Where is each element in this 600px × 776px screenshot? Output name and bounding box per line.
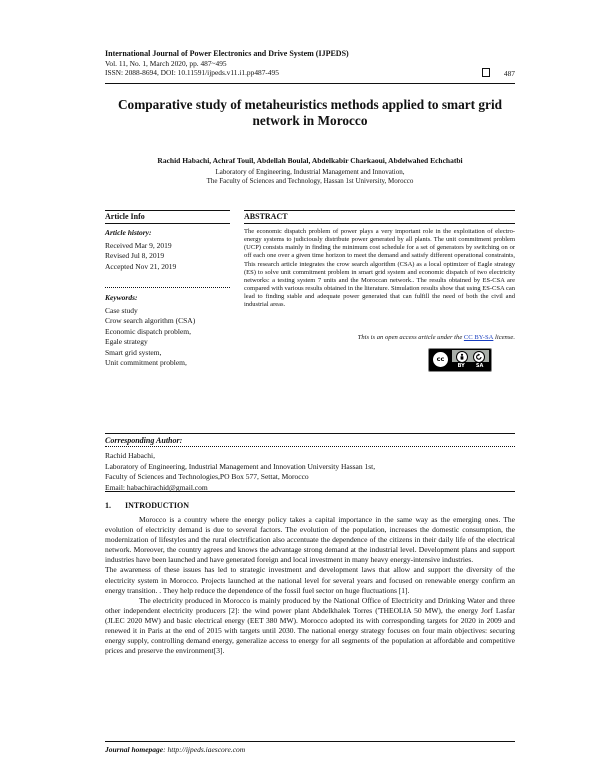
history-received: Received Mar 9, 2019 <box>105 241 172 250</box>
section-title: INTRODUCTION <box>125 501 190 510</box>
introduction-body <box>105 515 515 656</box>
page-icon <box>482 68 490 77</box>
history-revised: Revised Jul 8, 2019 <box>105 251 165 261</box>
corresponding-email[interactable]: Email: habachirachid@gmail.com <box>105 482 208 492</box>
article-info-top-rule <box>105 210 230 211</box>
cc-icon-strip <box>452 350 489 362</box>
body-paragraph: Morocco is a country where the energy policy takes a capital importance in the same way as the emerging ones. The evolution of electricity demand is due to several factors. The evolution of the population, increases the domestic consumption, the modernization of lifestyles and the rural electrification also accentuate the dependence of the citizens in their daily life of the electrical network. Moreover, the country agrees and knows the advantage strong demand at the industrial level. Development plans and support industries have been launched and have generated foreign and local investment in many heavy energy-intensive industries. <box>105 515 515 565</box>
volume-line: Vol. 11, No. 1, March 2020, pp. 487~495 <box>105 58 227 68</box>
history-heading: Article history: <box>105 228 152 237</box>
body-paragraph: The awareness of these issues has led to strategic investment and development laws that allow and support the diversity of the electricity system in Morocco. Projects launched at the national level for several years and focused on renewable energy confirm an energy transition. . They help reduce the dependence of the fossil fuel sector on huge fluctuations [1]. <box>105 565 515 595</box>
footer-url[interactable]: http://ijpeds.iaescore.com <box>167 745 246 754</box>
keyword-item: Economic dispatch problem, <box>105 326 192 336</box>
info-bottom-rule <box>105 433 515 434</box>
corresponding-address: Faculty of Sciences and Technologies,PO Box 577, Settat, Morocco <box>105 472 309 481</box>
history-accepted: Accepted Nov 21, 2019 <box>105 261 177 271</box>
abstract-text: The economic dispatch problem of power plays a very important role in the exploitation of electro-energy systems to judiciously distribute power generated by all plants. The unit commitment problem (UCP) consists mainly in finding the minimum cost schedule for a set of generators by switching on or off each one over a given time horizon to meet the demand and satisfy different operational constraints, This research article integrates the crow search algorithm (CSA) as a local optimizer of Eagle strategy (ES) to solve unit commitment problem in smart grid system and economic dispatch of two electricity networks: a testing system 7 units and the Moroccan network.. The results obtained by ES-CSA are compared with various results obtained in the literature. Simulation results show that using ES-CSA can lead to finding stable and adequate power generated that can fulfill the need of both the civil and industrial areas. <box>244 228 515 309</box>
keywords-heading: Keywords: <box>105 293 138 302</box>
corresponding-rule <box>105 446 515 447</box>
keywords-section <box>105 293 230 368</box>
keyword-item: Egale strategy <box>105 337 148 347</box>
corresponding-author <box>105 451 515 493</box>
corresponding-heading: Corresponding Author: <box>105 436 183 445</box>
footer-label: Journal homepage <box>105 745 164 754</box>
keyword-item: Case study <box>105 306 138 315</box>
issn-line: ISSN: 2088-8694, DOI: 10.11591/ijpeds.v11.i1.pp487-495 <box>105 68 279 78</box>
corresponding-affiliation: Laboratory of Engineering, Industrial Management and Innovation University Hassan 1st, <box>105 461 376 471</box>
article-info-heading: Article Info <box>105 212 145 221</box>
abstract-rule <box>244 223 515 224</box>
history-divider <box>105 287 230 288</box>
affiliation <box>105 168 515 186</box>
paper-title: Comparative study of metaheuristics methods applied to smart grid network in Morocco <box>117 97 503 128</box>
introduction-heading <box>105 501 189 510</box>
cc-labels <box>452 363 489 369</box>
cc-logo-icon: cc <box>432 351 449 368</box>
keyword-item: Smart grid system, <box>105 347 162 357</box>
person-icon <box>456 351 468 363</box>
open-access-suffix: license. <box>493 334 515 341</box>
abstract-top-rule <box>244 210 515 211</box>
header-rule <box>105 83 515 84</box>
page-number-group <box>482 68 515 79</box>
abstract-heading: ABSTRACT <box>244 212 288 221</box>
corresponding-bottom-rule <box>105 491 515 492</box>
license-link[interactable]: CC BY-SA <box>463 334 494 341</box>
issn-row <box>105 68 515 78</box>
author-list: Rachid Habachi, Achraf Touil, Abdellah Boulal, Abdelkabir Charkaoui, Abdelwahed Echchatbi <box>157 156 463 165</box>
share-alike-icon <box>473 351 485 363</box>
section-number: 1. <box>105 501 111 510</box>
journal-name: International Journal of Power Electronics and Drive System (IJPEDS) <box>105 49 349 58</box>
cc-sa-label: SA <box>475 363 484 369</box>
corresponding-name: Rachid Habachi, <box>105 451 155 460</box>
keyword-item: Unit commitment problem, <box>105 358 187 368</box>
article-history <box>105 228 230 272</box>
footer-rule <box>105 741 515 742</box>
footer-colon: : <box>163 745 168 754</box>
keyword-item: Crow search algorithm (CSA) <box>105 316 196 326</box>
body-paragraph: The electricity produced in Morocco is mainly produced by the National Office of Electricity and Drinking Water and three other independent electricity producers [2]: the wind power plant Abdelkhalek Torres ('THEOLIA 50 MW), the energy Jorf Lasfar (JLEC 2020 MW) and basic electrical energy (EET 380 MW). Morocco adopted its with corresponding targets for 2020 in 2009 and renewed it in Paris at the end of 2015 with targets until 2030. The national energy strategy focuses on four main objectives: securing energy supply, controlling demand energy, generalize access to energy for all segments of the population at affordable and competitive prices and preserve the environment[3]. <box>105 595 515 656</box>
cc-by-sa-badge[interactable] <box>428 348 492 372</box>
open-access-prefix: This is an open access article under the <box>357 334 464 341</box>
cc-by-label: BY <box>457 363 465 369</box>
article-info-rule <box>105 223 230 224</box>
history-list <box>105 241 230 272</box>
footer <box>105 745 245 754</box>
keywords-list <box>105 306 230 368</box>
page-number: 487 <box>503 69 515 79</box>
open-access-note <box>244 334 515 341</box>
affiliation-line: Laboratory of Engineering, Industrial Management and Innovation, <box>215 168 405 176</box>
affiliation-line: The Faculty of Sciences and Technology, Hassan 1st University, Morocco <box>206 177 414 185</box>
journal-header <box>105 49 515 78</box>
